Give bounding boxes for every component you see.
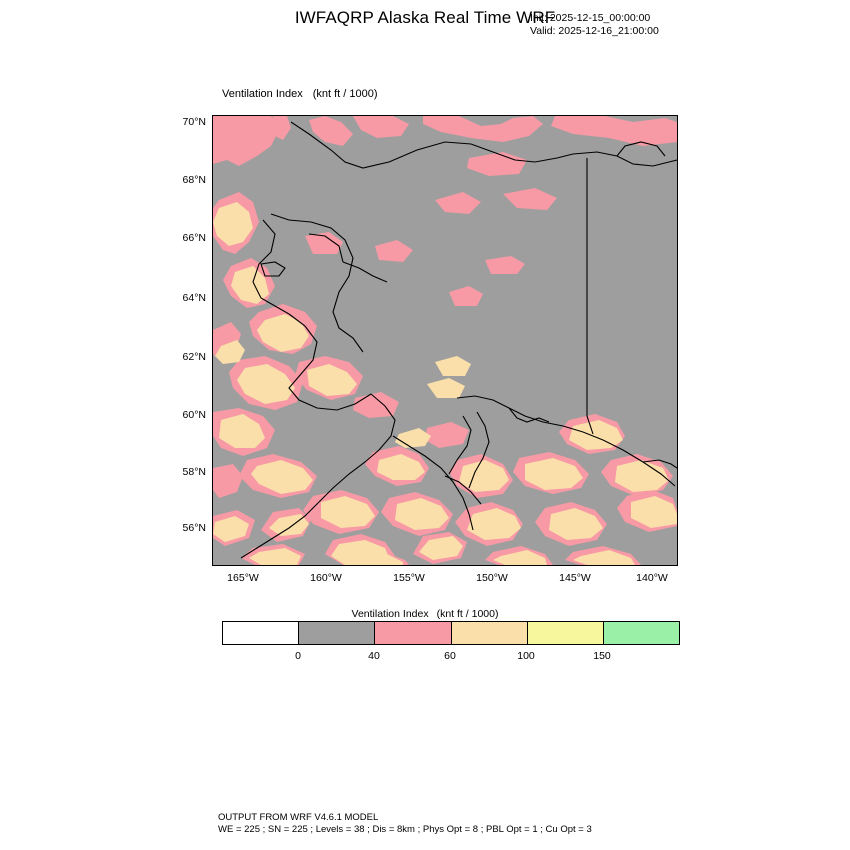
x-tick-label: 165°W xyxy=(227,572,259,584)
y-tick-label: 58°N xyxy=(182,466,206,478)
plot-title-text: Ventilation Index xyxy=(222,88,303,100)
y-tick-label: 68°N xyxy=(182,174,206,186)
run-info xyxy=(530,12,659,38)
page-title: IWFAQRP Alaska Real Time WRF xyxy=(294,8,556,27)
colorbar-tick-label: 100 xyxy=(517,650,535,662)
colorbar-swatch-4 xyxy=(528,622,604,644)
x-tick-label: 155°W xyxy=(393,572,425,584)
y-tick-label: 62°N xyxy=(182,351,206,363)
colorbar-swatch-2 xyxy=(375,622,451,644)
colorbar[interactable] xyxy=(222,621,680,645)
plot-title-units: (knt ft / 1000) xyxy=(312,88,378,100)
map-canvas xyxy=(213,116,677,565)
x-tick-label: 145°W xyxy=(559,572,591,584)
colorbar-title-text: Ventilation Index xyxy=(351,608,429,620)
colorbar-title-units: (knt ft / 1000) xyxy=(436,608,499,620)
valid-time-label: Valid: 2025-12-16_21:00:00 xyxy=(530,25,659,37)
colorbar-tick-label: 0 xyxy=(295,650,301,662)
colorbar-swatch-5 xyxy=(604,622,679,644)
y-tick-label: 56°N xyxy=(182,522,206,534)
x-tick-label: 160°W xyxy=(310,572,342,584)
footer-line-1: OUTPUT FROM WRF V4.6.1 MODEL xyxy=(218,812,379,823)
model-output-footer xyxy=(218,812,592,836)
colorbar-swatch-3 xyxy=(452,622,528,644)
colorbar-tick-label: 60 xyxy=(444,650,456,662)
init-time-label: Init: 2025-12-15_00:00:00 xyxy=(530,12,651,24)
colorbar-swatch-0 xyxy=(223,622,299,644)
colorbar-tick-label: 40 xyxy=(368,650,380,662)
x-tick-label: 140°W xyxy=(636,572,668,584)
y-tick-label: 70°N xyxy=(182,116,206,128)
y-tick-label: 60°N xyxy=(182,409,206,421)
y-tick-label: 64°N xyxy=(182,292,206,304)
x-tick-label: 150°W xyxy=(476,572,508,584)
colorbar-swatch-1 xyxy=(299,622,375,644)
footer-line-2: WE = 225 ; SN = 225 ; Levels = 38 ; Dis = 8km ; Phys Opt = 8 ; PBL Opt = 1 ; Cu Opt = 3 xyxy=(218,824,592,835)
plot-title xyxy=(222,88,378,100)
colorbar-title xyxy=(0,608,850,620)
colorbar-ticks xyxy=(222,646,678,662)
x-axis xyxy=(212,564,676,584)
map-plot-area[interactable] xyxy=(212,115,678,566)
colorbar-tick-label: 150 xyxy=(593,650,611,662)
y-tick-label: 66°N xyxy=(182,232,206,244)
